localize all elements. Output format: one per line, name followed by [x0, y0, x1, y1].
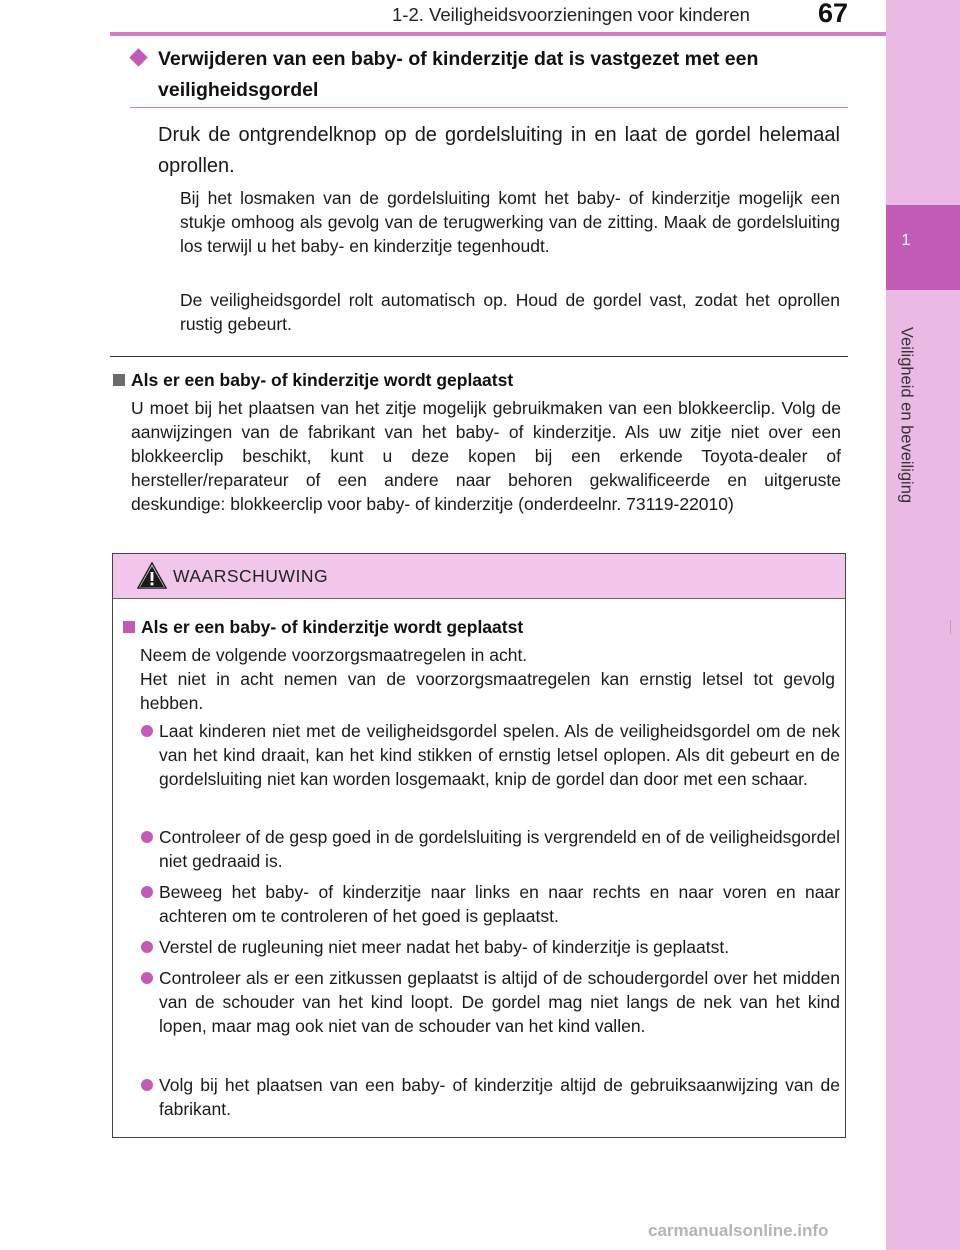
info-heading-text: Als er een baby- of kinderzitje wordt geplaatst [131, 370, 514, 390]
section-heading-text: Verwijderen van een baby- of kinderzitje dat is vastgezet met een veiligheidsgordel [158, 48, 759, 101]
diamond-bullet-icon [129, 48, 147, 66]
warning-header [113, 554, 845, 599]
circle-bullet-icon [141, 725, 153, 737]
warning-triangle-icon [137, 562, 167, 589]
chapter-tab [886, 205, 960, 290]
side-strip [886, 0, 960, 1250]
warning-heading [123, 615, 823, 639]
step-note-2: De veiligheidsgordel rolt automatisch op. Houd de gordel vast, zodat het oprollen rustig gebeurt. [180, 290, 840, 334]
warning-title: WAARSCHUWING [173, 566, 329, 586]
warning-intro [140, 643, 835, 715]
warning-box [112, 553, 846, 1138]
warning-bullet [140, 1073, 840, 1121]
divider-rule [110, 356, 848, 357]
warning-bullet-text: Laat kinderen niet met de veiligheidsgordel spelen. Als de veiligheidsgordel om de nek van het kind draait, kan het kind stikken of ernstig letsel oplopen. Als dit gebeurt en de gordelsluiting niet kan worden losgemaakt, knip de gordel dan door met een schaar. [159, 721, 840, 789]
section-rule [130, 107, 848, 108]
chapter-title: Veiligheid en beveiliging [897, 326, 916, 504]
warning-bullet-text: Controleer of de gesp goed in de gordelsluiting is vergrendeld en of de veiligheidsgordel niet gedraaid is. [159, 827, 841, 871]
circle-bullet-icon [141, 1079, 153, 1091]
square-bullet-icon [113, 374, 125, 386]
step-instruction: Druk de ontgrendelknop op de gordelsluiting in en laat de gordel helemaal oprollen. [158, 124, 840, 177]
watermark: carmanualsonline.info [648, 1221, 829, 1240]
side-notch [950, 620, 960, 634]
warning-intro-line-1: Neem de volgende voorzorgsmaatregelen in acht. [140, 645, 528, 665]
warning-bullet [140, 825, 840, 873]
section-heading [130, 44, 858, 106]
warning-bullet-text: Controleer als er een zitkussen geplaatst is altijd of de schoudergordel over het midden van de schouder van het kind loopt. De gordel mag niet langs de nek van het kind lopen, maar mag ook niet van de schouder van het kind vallen. [159, 968, 840, 1036]
circle-bullet-icon [141, 886, 153, 898]
step-note-1: Bij het losmaken van de gordelsluiting komt het baby- of kinderzitje mogelijk een stukje omhoog als gevolg van de terugwerking van de zitting. Maak de gordelsluiting los terwijl u het baby- en kinderzitje tegenhoudt. [180, 188, 840, 256]
page-number: 67 [818, 0, 849, 28]
info-heading [113, 368, 833, 392]
warning-bullet-text: Verstel de rugleuning niet meer nadat het baby- of kinderzitje is geplaatst. [159, 937, 730, 957]
warning-intro-line-2: Het niet in acht nemen van de voorzorgsmaatregelen kan ernstig letsel tot gevolg hebben. [140, 669, 835, 713]
warning-bullet [140, 880, 840, 928]
warning-heading-text: Als er een baby- of kinderzitje wordt geplaatst [141, 617, 524, 637]
circle-bullet-icon [141, 972, 153, 984]
warning-bullet [140, 966, 840, 1038]
square-bullet-icon [123, 621, 135, 633]
chapter-number: 1 [901, 232, 911, 249]
warning-bullet-text: Beweeg het baby- of kinderzitje naar links en naar rechts en naar voren en naar achteren om te controleren of het goed is geplaatst. [159, 882, 840, 926]
circle-bullet-icon [141, 831, 153, 843]
running-header: 1-2. Veiligheidsvoorzieningen voor kinderen [392, 4, 750, 25]
header-rule [110, 32, 886, 36]
warning-bullet-text: Volg bij het plaatsen van een baby- of kinderzitje altijd de gebruiksaanwijzing van de fabrikant. [159, 1075, 840, 1119]
warning-bullet [140, 719, 840, 791]
circle-bullet-icon [141, 941, 153, 953]
warning-bullet [140, 935, 840, 959]
info-body: U moet bij het plaatsen van het zitje mogelijk gebruikmaken van een blokkeerclip. Volg de aanwijzingen van de fabrikant van het baby- of kinderzitje. Als uw zitje niet over een blokkeerclip beschikt, kunt u deze kopen bij een erkende Toyota-dealer of hersteller/reparateur of een andere naar behoren gekwalificeerde en uitgeruste deskundige: blokkeerclip voor baby- of kinderzitje (onderdeelnr. 73119-22010) [131, 398, 841, 514]
